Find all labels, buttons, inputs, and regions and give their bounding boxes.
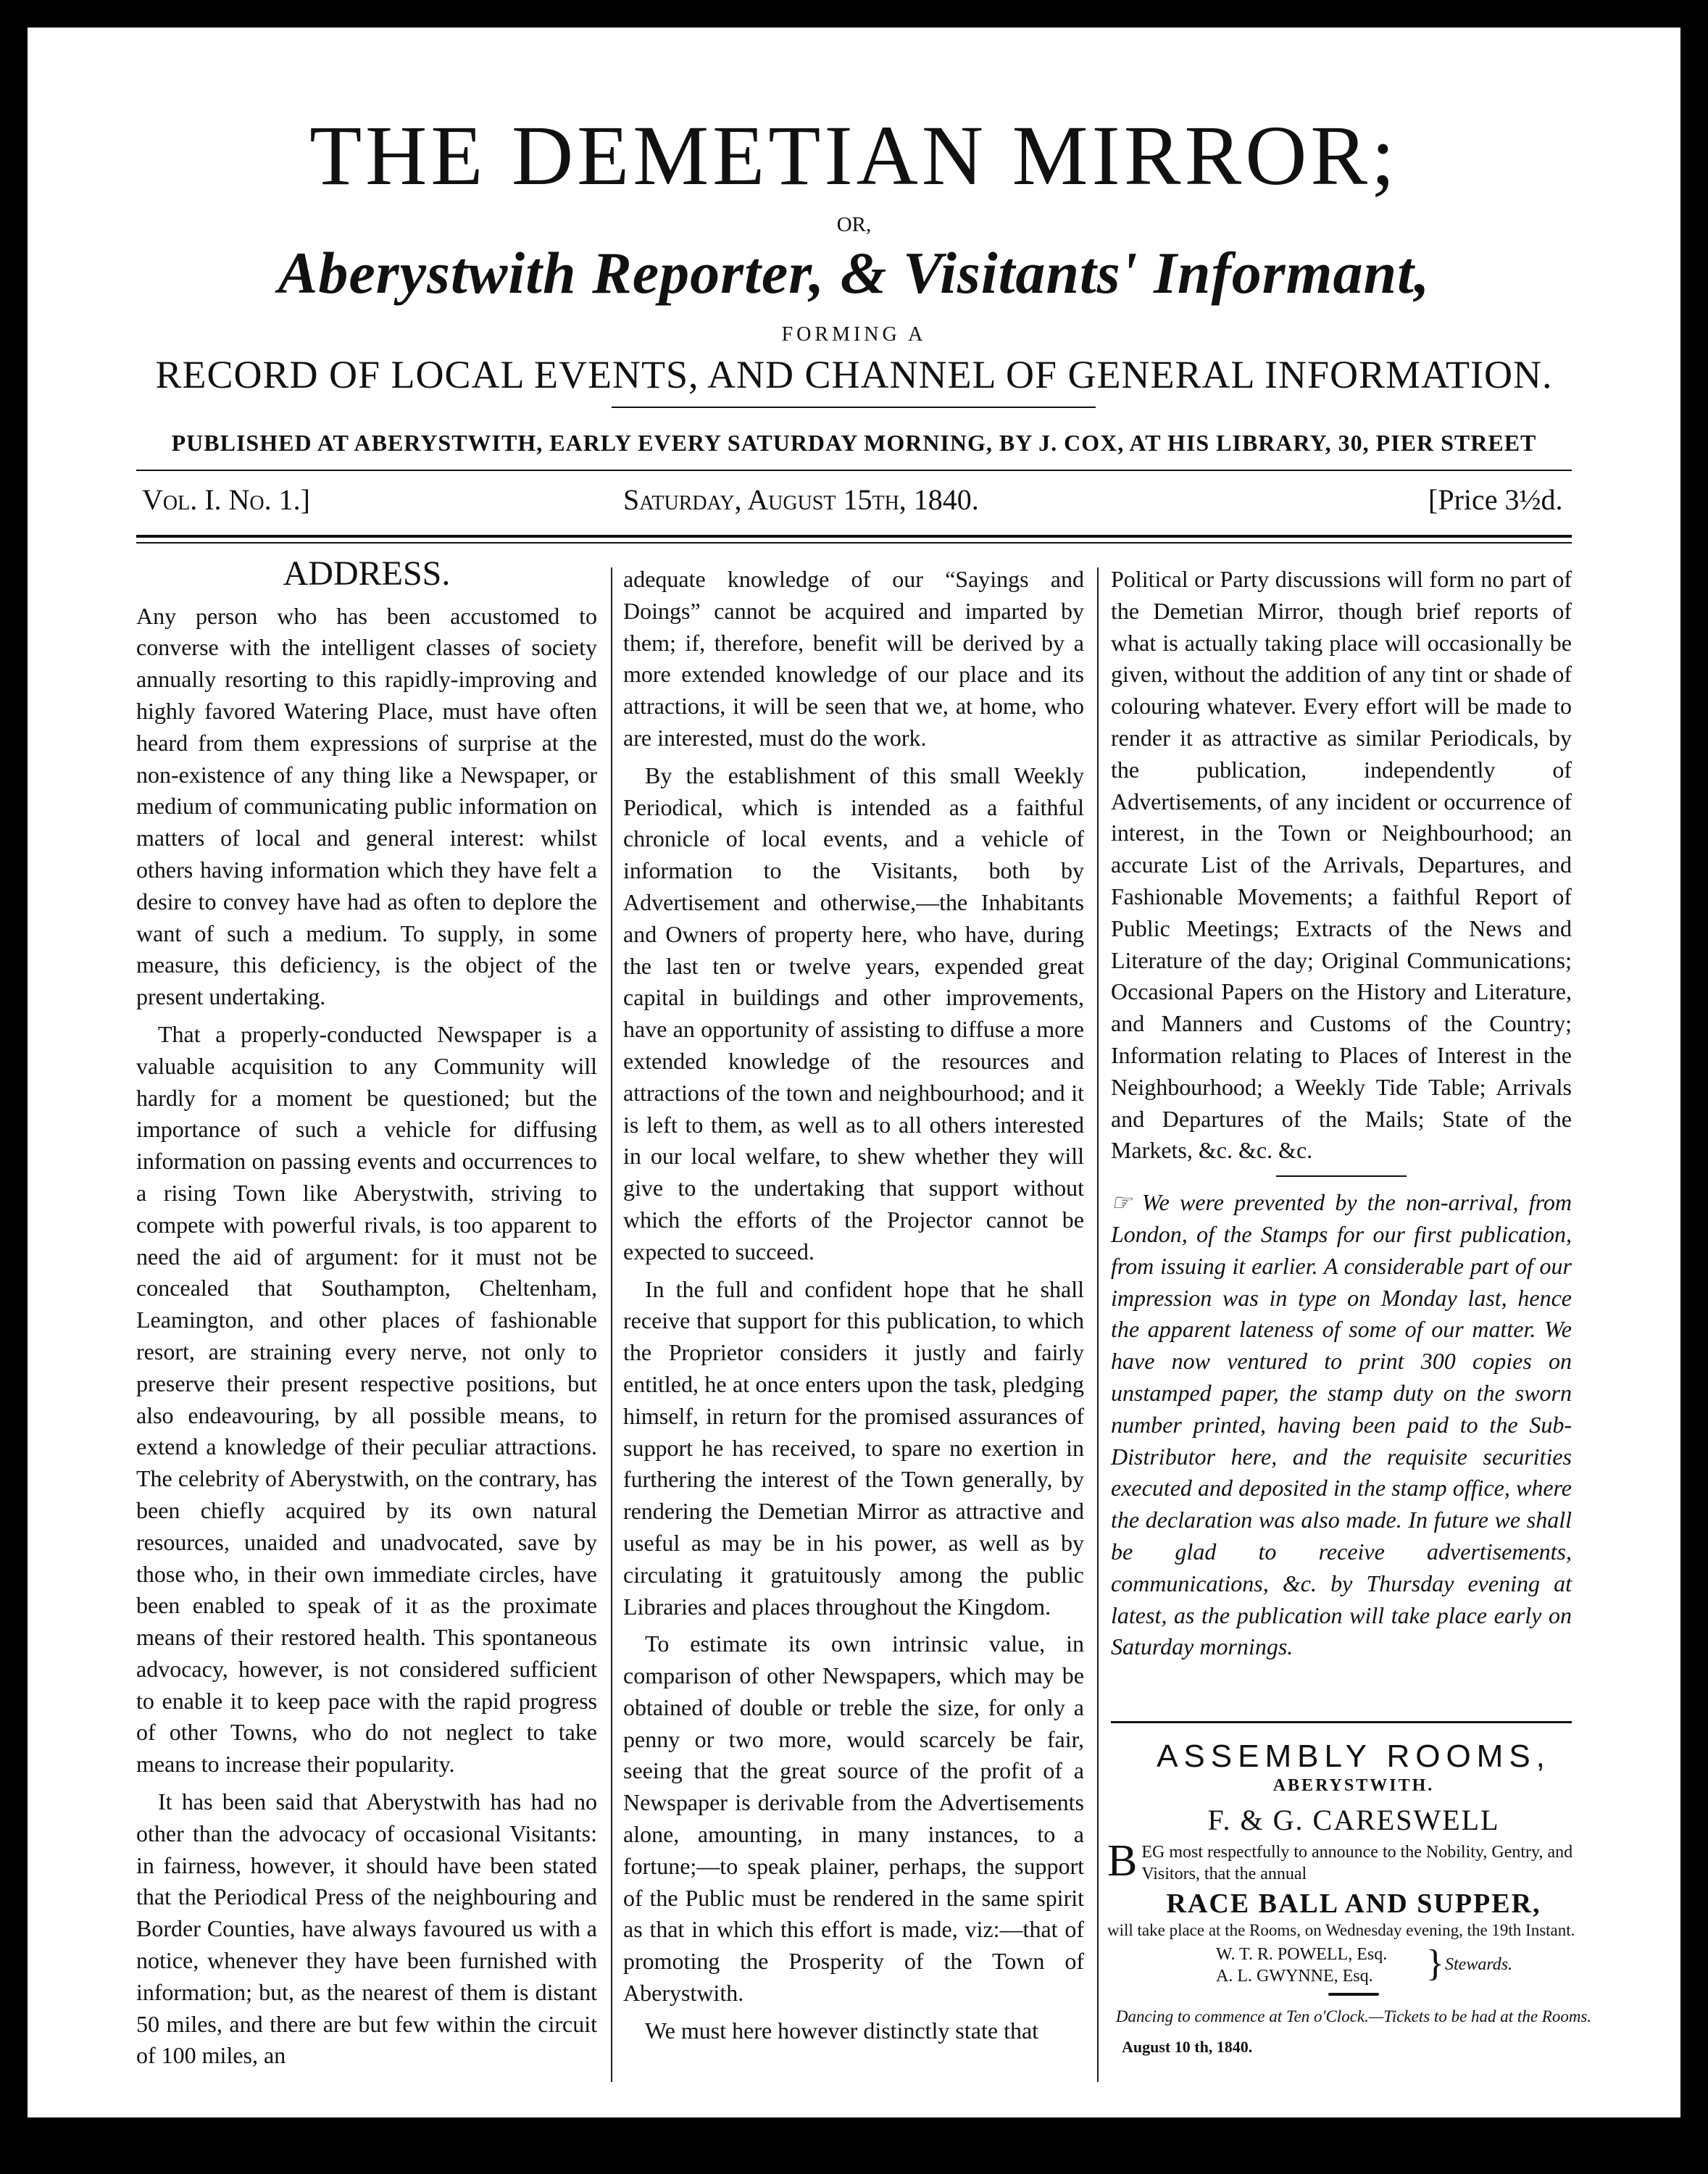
advert-place: ABERYSTWITH.	[1272, 1775, 1435, 1795]
column-1	[136, 553, 597, 2078]
advert-stewards	[1107, 1941, 1600, 1988]
column-2	[623, 564, 1084, 2053]
issue-price: [Price 3½d.	[1428, 483, 1563, 516]
advert-announcement-text: EG most respectfully to announce to the Nobility, Gentry, and Visitors, that the annual	[1141, 1842, 1573, 1883]
header-double-rule-top	[136, 535, 1572, 538]
col2-paragraph-2: By the establishment of this small Weekly Periodical, which is intended as a faithful chronicle of local events, and a vehicle of information to the Visitants, both by Advertisement and otherwise,—the Inhabitants and Owners of property here, who have, during the last ten or twelve years, expended great capital in buildings and other improvements, have an opportunity of assisting to diffuse a more extended knowledge of the resources and attractions of the town and neighbourhood; and it is left to them, as well as to all others interested in our local welfare, to shew whether they will give to the undertaking that support without which the efforts of the Projector cannot be expected to succeed.	[623, 762, 1084, 1265]
col1-paragraph-3: It has been said that Aberystwith has had no other than the advocacy of occasional Visitants: in fairness, however, it should have been stated that the Periodical Press of the neighbouring and Border Counties, have always favoured us with a notice, whenever they have been furnished with information; but, as the nearest of them is distant 50 miles, and there are but few within the circuit of 100 miles, an	[136, 1788, 597, 2069]
steward-2: A. L. GWYNNE, Esq.	[1216, 1966, 1373, 1986]
newspaper-page	[28, 28, 1680, 2117]
ornamental-dash	[1328, 1993, 1379, 1996]
address-heading: ADDRESS.	[283, 554, 451, 593]
masthead-forming: FORMING A	[781, 323, 927, 346]
col3-short-rule	[1276, 1175, 1407, 1177]
newspaper-title: THE DEMETIAN MIRROR;	[309, 108, 1399, 203]
publication-line: PUBLISHED AT ABERYSTWITH, EARLY EVERY SATURDAY MORNING, BY J. COX, AT HIS LIBRARY, 30, PIER STREET	[171, 430, 1537, 456]
assembly-rooms-advert	[1107, 1738, 1600, 2057]
column-3	[1111, 564, 1572, 1669]
column-divider-2	[1097, 567, 1099, 2082]
advert-title: ASSEMBLY ROOMS,	[1157, 1738, 1551, 1774]
steward-1: W. T. R. POWELL, Esq.	[1216, 1944, 1388, 1964]
stamps-notice: ☞ We were prevented by the non-arrival, from London, of the Stamps for our first publication, from issuing it earlier. A considerable part of our impression was in type on Monday last, hence the apparent lateness of some of our matter. We have now ventured to print 300 copies on unstamped paper, the stamp duty on the sworn number printed, having been paid to the Sub-Distributor here, and the requisite securities executed and deposited in the stamp office, where the declaration was also made. In future we shall be glad to receive advertisements, communications, &c. by Thursday evening at latest, as the publication will take place early on Saturday mornings.	[1111, 1189, 1572, 1660]
col1-paragraph-1: Any person who has been accustomed to converse with the intelligent classes of society annually resorting to this rapidly-improving and highly favored Watering Place, must have often heard from them expressions of surprise at the non-existence of any thing like a Newspaper, or medium of communicating public information on matters of local and general interest: whilst others having information which they have felt a desire to convey have had as often to deplore the want of such a medium. To supply, in some measure, this deficiency, is the object of the present undertaking.	[136, 602, 597, 1010]
col2-paragraph-3: In the full and confident hope that he shall receive that support for this publication, to which the Proprietor considers it justly and fairly entitled, he at once enters upon the task, pledging himself, in return for the promised assurances of support he has received, to spare no exertion in furthering the interest of the Town generally, by rendering the Demetian Mirror as attractive and useful as may be in his power, as well as by circulating it gratuitously among the public Libraries and places throughout the Kingdom.	[623, 1275, 1084, 1620]
issue-date: Saturday, August 15th, 1840.	[623, 483, 979, 516]
masthead-short-rule	[612, 407, 1096, 408]
advert-proprietors: F. & G. CARESWELL	[1207, 1803, 1500, 1836]
advert-announcement	[1107, 1836, 1600, 1886]
advert-date: August 10 th, 1840.	[1122, 2037, 1253, 2056]
col2-paragraph-5: We must here however distinctly state that	[645, 2017, 1039, 2044]
newspaper-subtitle: Aberystwith Reporter, & Visitants' Informant,	[278, 240, 1430, 306]
volume-number: Vol. I. No. 1.]	[142, 483, 310, 516]
advert-event: RACE BALL AND SUPPER,	[1166, 1888, 1541, 1919]
col3-paragraph-1: Political or Party discussions will form no part of the Demetian Mirror, though brief reports of what is actually taking place will occasionally be given, without the addition of any tint or shade of colouring whatever. Every effort will be made to render it as attractive as similar Periodicals, by the publication, independently of Advertisements, of any incident or occurrence of interest, in the Town or Neighbourhood; an accurate List of the Arrivals, Departures, and Fashionable Movements; a faithful Report of Public Meetings; Extracts of the News and Literature of the day; Original Communications; Occasional Papers on the History and Literature, and Manners and Customs of the Country; Information relating to Places of Interest in the Neighbourhood; a Weekly Tide Table; Arrivals and Departures of the Mails; State of the Markets, &c. &c. &c.	[1111, 566, 1572, 1164]
header-double-rule-bottom	[136, 542, 1572, 544]
advert-dancing: Dancing to commence at Ten o'Clock.—Tickets to be had at the Rooms.	[1115, 2007, 1592, 2025]
masthead-record: RECORD OF LOCAL EVENTS, AND CHANNEL OF GENERAL INFORMATION.	[155, 353, 1553, 396]
stewards-label: Stewards.	[1445, 1954, 1513, 1974]
advert-details: will take place at the Rooms, on Wednesday evening, the 19th Instant.	[1107, 1920, 1575, 1939]
column-divider-1	[611, 567, 612, 2082]
publication-rule	[136, 470, 1572, 471]
advert-top-rule	[1111, 1721, 1572, 1723]
steward-brace: }	[1426, 1942, 1444, 1984]
col2-paragraph-4: To estimate its own intrinsic value, in comparison of other Newspapers, which may be obtained of double or treble the size, for only a penny or two more, would scarcely be fair, seeing that the great source of the profit of a Newspaper is derivable from the Advertisements alone, amounting, in many instances, to a fortune;—to speak plainer, perhaps, the support of the Public must be rendered in the same spirit as that in which this effort is made, viz:—that of promoting the Prosperity of the Town of Aberystwith.	[623, 1630, 1084, 2007]
masthead-or: OR,	[836, 213, 872, 236]
col2-paragraph-1: adequate knowledge of our “Sayings and Doings” cannot be acquired and imparted by them; if, therefore, benefit will be derived by a more extended knowledge of our place and its attractions, it will be seen that we, at home, who are interested, must do the work.	[623, 566, 1084, 751]
col1-paragraph-2: That a properly-conducted Newspaper is a valuable acquisition to any Community will hardly for a moment be questioned; but the importance of such a vehicle for diffusing information on passing events and occurrences to a rising Town like Aberystwith, striving to compete with powerful rivals, is too apparent to need the aid of argument: for it must not be concealed that Southampton, Cheltenham, Leamington, and other places of fashionable resort, are straining every nerve, not only to preserve their present respective positions, but also endeavouring, by all possible means, to extend a knowledge of their peculiar attractions. The celebrity of Aberystwith, on the contrary, has been chiefly acquired by its own natural resources, unaided and unadvocated, save by those who, in their own immediate circles, have been enabled to speak of it as the proximate means of their restored health. This spontaneous advocacy, however, is not considered sufficient to enable it to keep pace with the rapid progress of other Towns, who do not neglect to take means to increase their popularity.	[136, 1020, 597, 1778]
drop-cap: B	[1107, 1836, 1138, 1886]
